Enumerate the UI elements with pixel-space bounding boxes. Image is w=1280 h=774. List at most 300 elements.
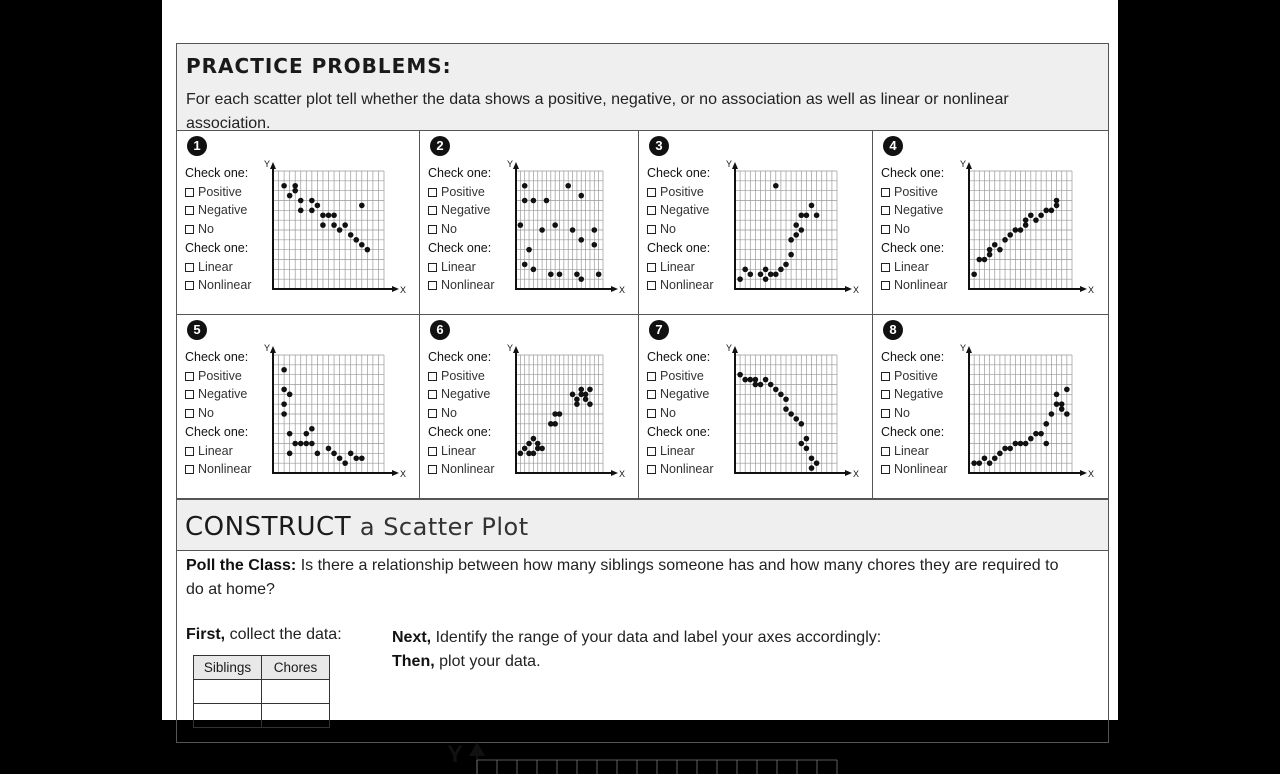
siblings-cell[interactable] bbox=[194, 704, 262, 728]
data-point bbox=[742, 267, 748, 273]
data-point bbox=[773, 271, 779, 277]
data-point bbox=[281, 401, 287, 407]
checkbox-icon[interactable] bbox=[185, 206, 194, 215]
data-point bbox=[758, 382, 764, 388]
checkbox-icon[interactable] bbox=[881, 188, 890, 197]
data-point bbox=[348, 451, 354, 457]
answer-checkboxes bbox=[185, 164, 252, 295]
x-axis-label: X bbox=[1088, 469, 1095, 479]
data-point bbox=[778, 267, 784, 273]
option-positive[interactable] bbox=[647, 183, 714, 202]
problem-number-badge: 1 bbox=[187, 136, 207, 156]
data-point bbox=[1054, 198, 1060, 204]
option-positive[interactable] bbox=[185, 183, 252, 202]
data-point bbox=[778, 392, 784, 398]
checkbox-icon[interactable] bbox=[647, 225, 656, 234]
option-no[interactable] bbox=[185, 404, 252, 423]
data-point bbox=[552, 222, 558, 228]
checkbox-icon[interactable] bbox=[881, 263, 890, 272]
data-point bbox=[987, 460, 993, 466]
problem-7 bbox=[639, 315, 873, 499]
data-point bbox=[552, 421, 558, 427]
data-point bbox=[1028, 436, 1034, 442]
checkbox-icon[interactable] bbox=[881, 206, 890, 215]
y-axis-label: Y bbox=[264, 159, 271, 169]
data-point bbox=[1002, 446, 1008, 452]
option-no[interactable] bbox=[185, 220, 252, 239]
option-label: Positive bbox=[441, 368, 485, 383]
data-point bbox=[763, 377, 769, 383]
data-point bbox=[592, 227, 598, 233]
data-point bbox=[1059, 406, 1065, 412]
option-no[interactable] bbox=[428, 404, 495, 423]
option-negative[interactable] bbox=[881, 385, 948, 404]
data-point bbox=[809, 455, 815, 461]
check-one-heading: Check one: bbox=[185, 240, 249, 255]
data-point bbox=[315, 451, 321, 457]
data-point bbox=[1059, 401, 1065, 407]
checkbox-icon[interactable] bbox=[428, 465, 437, 474]
data-point bbox=[287, 193, 293, 199]
y-axis-label: Y bbox=[507, 343, 514, 353]
option-nonlinear[interactable] bbox=[881, 460, 948, 479]
option-label: Positive bbox=[660, 368, 704, 383]
x-axis-label: X bbox=[853, 469, 860, 479]
option-positive[interactable] bbox=[881, 367, 948, 386]
checkbox-icon[interactable] bbox=[647, 263, 656, 272]
then-lead: Then, bbox=[392, 653, 435, 670]
checkbox-icon[interactable] bbox=[881, 281, 890, 290]
option-label: Nonlinear bbox=[894, 278, 948, 293]
data-point bbox=[793, 232, 799, 238]
data-point bbox=[587, 387, 593, 393]
option-label: Negative bbox=[894, 387, 944, 402]
data-point bbox=[359, 455, 365, 461]
data-point bbox=[742, 377, 748, 383]
data-point bbox=[809, 203, 815, 209]
x-axis-label: X bbox=[400, 469, 407, 479]
option-linear[interactable] bbox=[428, 442, 495, 461]
option-negative[interactable] bbox=[185, 201, 252, 220]
data-point bbox=[304, 431, 310, 437]
data-point bbox=[531, 198, 537, 204]
checkbox-icon[interactable] bbox=[185, 447, 194, 456]
option-nonlinear[interactable] bbox=[185, 460, 252, 479]
next-steps bbox=[392, 626, 881, 674]
checkbox-icon[interactable] bbox=[185, 188, 194, 197]
data-point bbox=[737, 372, 743, 378]
checkbox-icon[interactable] bbox=[428, 188, 437, 197]
option-label: No bbox=[441, 222, 457, 237]
option-no[interactable] bbox=[881, 404, 948, 423]
data-point bbox=[982, 257, 988, 263]
scatter-plot bbox=[504, 339, 631, 487]
answer-checkboxes bbox=[428, 348, 495, 479]
x-axis-label: X bbox=[1088, 285, 1095, 295]
option-label: Linear bbox=[198, 443, 233, 458]
checkbox-icon[interactable] bbox=[185, 281, 194, 290]
data-point bbox=[992, 455, 998, 461]
construct-title bbox=[185, 512, 529, 542]
data-point bbox=[292, 441, 298, 447]
y-axis-label: Y bbox=[960, 343, 967, 353]
checkbox-icon[interactable] bbox=[428, 409, 437, 418]
checkbox-icon[interactable] bbox=[428, 263, 437, 272]
data-point bbox=[1013, 227, 1019, 233]
option-label: Nonlinear bbox=[441, 278, 495, 293]
option-positive[interactable] bbox=[647, 367, 714, 386]
practice-header bbox=[177, 44, 1108, 131]
option-no[interactable] bbox=[881, 220, 948, 239]
checkbox-icon[interactable] bbox=[185, 465, 194, 474]
first-lead: First, bbox=[186, 626, 226, 643]
data-point bbox=[365, 247, 371, 253]
option-label: No bbox=[441, 406, 457, 421]
data-point bbox=[783, 406, 789, 412]
check-one-heading: Check one: bbox=[428, 350, 492, 364]
data-point bbox=[359, 242, 365, 248]
data-point bbox=[331, 222, 337, 228]
option-label: Linear bbox=[660, 443, 695, 458]
checkbox-icon[interactable] bbox=[185, 409, 194, 418]
poll-lead: Poll the Class: bbox=[186, 557, 297, 574]
data-point bbox=[1007, 446, 1013, 452]
option-label: Negative bbox=[198, 203, 248, 218]
scatter-plot bbox=[723, 155, 865, 303]
checkbox-icon[interactable] bbox=[881, 465, 890, 474]
data-point bbox=[578, 387, 584, 393]
data-point bbox=[574, 396, 580, 402]
data-point bbox=[526, 247, 532, 253]
first-step bbox=[186, 626, 342, 644]
data-point bbox=[814, 460, 820, 466]
data-point bbox=[337, 227, 343, 233]
data-point bbox=[737, 276, 743, 282]
check-one-heading: Check one: bbox=[881, 240, 945, 255]
checkbox-icon[interactable] bbox=[185, 263, 194, 272]
option-linear[interactable] bbox=[185, 442, 252, 461]
option-nonlinear[interactable] bbox=[185, 276, 252, 295]
data-point bbox=[753, 377, 759, 383]
option-label: Negative bbox=[660, 203, 710, 218]
data-point bbox=[539, 227, 545, 233]
data-point bbox=[997, 451, 1003, 457]
y-arrow-icon bbox=[513, 346, 519, 353]
checkbox-icon[interactable] bbox=[428, 372, 437, 381]
data-point bbox=[281, 387, 287, 393]
data-point bbox=[1043, 208, 1049, 214]
data-point bbox=[281, 367, 287, 373]
data-point bbox=[298, 198, 304, 204]
scatter-plot bbox=[723, 339, 865, 487]
data-point bbox=[337, 455, 343, 461]
checkbox-icon[interactable] bbox=[647, 465, 656, 474]
data-point bbox=[814, 212, 820, 218]
check-one-heading: Check one: bbox=[881, 166, 945, 180]
checkbox-icon[interactable] bbox=[647, 390, 656, 399]
option-label: Nonlinear bbox=[198, 278, 252, 293]
option-label: Linear bbox=[441, 259, 476, 274]
option-label: No bbox=[198, 222, 214, 237]
scatter-plot bbox=[504, 155, 631, 303]
checkbox-icon[interactable] bbox=[185, 372, 194, 381]
problem-1 bbox=[177, 131, 420, 315]
data-table-header-row bbox=[194, 656, 330, 680]
x-axis-label: X bbox=[619, 285, 626, 295]
checkbox-icon[interactable] bbox=[647, 281, 656, 290]
option-label: Positive bbox=[198, 184, 242, 199]
answer-checkboxes bbox=[881, 348, 948, 479]
data-point bbox=[287, 392, 293, 398]
option-label: No bbox=[198, 406, 214, 421]
checkbox-icon[interactable] bbox=[428, 390, 437, 399]
data-point bbox=[522, 446, 528, 452]
data-point bbox=[1064, 387, 1070, 393]
checkbox-icon[interactable] bbox=[881, 225, 890, 234]
option-label: Positive bbox=[441, 184, 485, 199]
y-arrow-icon bbox=[966, 162, 972, 169]
data-point bbox=[287, 431, 293, 437]
checkbox-icon[interactable] bbox=[647, 447, 656, 456]
checkbox-icon[interactable] bbox=[647, 409, 656, 418]
data-point bbox=[773, 183, 779, 189]
option-negative[interactable] bbox=[881, 201, 948, 220]
option-label: No bbox=[894, 222, 910, 237]
checkbox-icon[interactable] bbox=[428, 281, 437, 290]
data-point bbox=[292, 183, 298, 189]
x-arrow-icon bbox=[1080, 286, 1087, 292]
data-point bbox=[1023, 222, 1029, 228]
data-point bbox=[971, 460, 977, 466]
option-positive[interactable] bbox=[185, 367, 252, 386]
data-point bbox=[1043, 441, 1049, 447]
option-positive[interactable] bbox=[881, 183, 948, 202]
x-arrow-icon bbox=[1080, 470, 1087, 476]
problem-number-badge: 5 bbox=[187, 320, 207, 340]
option-no[interactable] bbox=[428, 220, 495, 239]
data-point bbox=[799, 441, 805, 447]
data-point bbox=[326, 212, 332, 218]
check-one-heading: Check one: bbox=[428, 240, 492, 255]
siblings-cell[interactable] bbox=[194, 680, 262, 704]
option-label: Nonlinear bbox=[441, 462, 495, 477]
checkbox-icon[interactable] bbox=[647, 206, 656, 215]
data-point bbox=[763, 267, 769, 273]
check-one-heading: Check one: bbox=[185, 166, 249, 180]
data-point bbox=[1033, 217, 1039, 223]
option-nonlinear[interactable] bbox=[428, 460, 495, 479]
y-arrow-icon bbox=[732, 346, 738, 353]
checkbox-icon[interactable] bbox=[428, 206, 437, 215]
data-point bbox=[315, 203, 321, 209]
option-label: No bbox=[894, 406, 910, 421]
y-arrow-icon bbox=[270, 162, 276, 169]
data-point bbox=[783, 262, 789, 268]
data-point bbox=[281, 411, 287, 417]
data-table-row bbox=[194, 680, 330, 704]
data-point bbox=[768, 382, 774, 388]
option-negative[interactable] bbox=[428, 385, 495, 404]
data-point bbox=[518, 451, 524, 457]
data-table-row bbox=[194, 704, 330, 728]
option-label: Nonlinear bbox=[894, 462, 948, 477]
data-point bbox=[773, 387, 779, 393]
data-point bbox=[793, 222, 799, 228]
option-linear[interactable] bbox=[881, 258, 948, 277]
scatter-plot bbox=[957, 339, 1100, 487]
data-point bbox=[1049, 411, 1055, 417]
data-point bbox=[1013, 441, 1019, 447]
data-point bbox=[522, 183, 528, 189]
checkbox-icon[interactable] bbox=[881, 409, 890, 418]
option-negative[interactable] bbox=[185, 385, 252, 404]
option-nonlinear[interactable] bbox=[428, 276, 495, 295]
data-point bbox=[1049, 208, 1055, 214]
data-point bbox=[748, 271, 754, 277]
data-point bbox=[331, 212, 337, 218]
data-point bbox=[342, 460, 348, 466]
option-label: Nonlinear bbox=[198, 462, 252, 477]
option-nonlinear[interactable] bbox=[881, 276, 948, 295]
option-label: Linear bbox=[894, 443, 929, 458]
problem-number-badge: 8 bbox=[883, 320, 903, 340]
checkbox-icon[interactable] bbox=[428, 447, 437, 456]
data-point bbox=[987, 247, 993, 253]
option-label: Negative bbox=[198, 387, 248, 402]
problem-number-badge: 6 bbox=[430, 320, 450, 340]
x-arrow-icon bbox=[845, 470, 852, 476]
data-point bbox=[788, 411, 794, 417]
checkbox-icon[interactable] bbox=[185, 390, 194, 399]
checkbox-icon[interactable] bbox=[647, 372, 656, 381]
x-arrow-icon bbox=[611, 470, 618, 476]
x-axis-label: X bbox=[853, 285, 860, 295]
option-negative[interactable] bbox=[647, 201, 714, 220]
check-one-heading: Check one: bbox=[647, 166, 711, 180]
data-point bbox=[977, 257, 983, 263]
data-point bbox=[353, 237, 359, 243]
data-table bbox=[193, 655, 330, 728]
y-axis-label: Y bbox=[507, 159, 514, 169]
option-linear[interactable] bbox=[428, 258, 495, 277]
data-point bbox=[1038, 212, 1044, 218]
problem-number-badge: 3 bbox=[649, 136, 669, 156]
option-positive[interactable] bbox=[428, 367, 495, 386]
data-point bbox=[309, 426, 315, 432]
checkbox-icon[interactable] bbox=[881, 390, 890, 399]
data-point bbox=[1023, 217, 1029, 223]
data-point bbox=[292, 188, 298, 194]
data-point bbox=[788, 252, 794, 258]
x-axis-label: X bbox=[619, 469, 626, 479]
check-one-heading: Check one: bbox=[647, 424, 711, 439]
checkbox-icon[interactable] bbox=[881, 372, 890, 381]
checkbox-icon[interactable] bbox=[428, 225, 437, 234]
construct-title-rest: a Scatter Plot bbox=[359, 513, 529, 541]
x-axis-label: X bbox=[400, 285, 407, 295]
siblings-header: Siblings bbox=[194, 656, 262, 680]
poll-question bbox=[186, 554, 1066, 602]
scatter-plot bbox=[261, 155, 412, 303]
blank-scatter-graph bbox=[447, 734, 867, 774]
chores-cell[interactable] bbox=[262, 704, 330, 728]
check-one-heading: Check one: bbox=[881, 350, 945, 364]
practice-title: PRACTICE PROBLEMS: bbox=[186, 54, 452, 78]
data-point bbox=[281, 183, 287, 189]
data-point bbox=[804, 436, 810, 442]
y-arrow-icon bbox=[966, 346, 972, 353]
option-label: Linear bbox=[198, 259, 233, 274]
problem-6 bbox=[420, 315, 639, 499]
problem-number-badge: 7 bbox=[649, 320, 669, 340]
checkbox-icon[interactable] bbox=[881, 447, 890, 456]
y-arrow-icon bbox=[270, 346, 276, 353]
x-arrow-icon bbox=[392, 286, 399, 292]
option-linear[interactable] bbox=[185, 258, 252, 277]
x-arrow-icon bbox=[611, 286, 618, 292]
option-no[interactable] bbox=[647, 404, 714, 423]
checkbox-icon[interactable] bbox=[647, 188, 656, 197]
data-point bbox=[1018, 227, 1024, 233]
chores-cell[interactable] bbox=[262, 680, 330, 704]
data-point bbox=[788, 237, 794, 243]
data-point bbox=[1054, 401, 1060, 407]
y-axis-label: Y bbox=[960, 159, 967, 169]
data-point bbox=[1033, 431, 1039, 437]
data-point bbox=[287, 451, 293, 457]
data-point bbox=[997, 247, 1003, 253]
option-linear[interactable] bbox=[647, 258, 714, 277]
option-negative[interactable] bbox=[428, 201, 495, 220]
option-nonlinear[interactable] bbox=[647, 276, 714, 295]
data-point bbox=[793, 416, 799, 422]
option-label: Positive bbox=[660, 184, 704, 199]
checkbox-icon[interactable] bbox=[185, 225, 194, 234]
option-negative[interactable] bbox=[647, 385, 714, 404]
option-linear[interactable] bbox=[647, 442, 714, 461]
data-point bbox=[348, 232, 354, 238]
data-point bbox=[783, 396, 789, 402]
data-point bbox=[1054, 203, 1060, 209]
answer-checkboxes bbox=[428, 164, 495, 295]
data-point bbox=[1038, 431, 1044, 437]
data-point bbox=[1002, 237, 1008, 243]
data-point bbox=[535, 441, 541, 447]
practice-instructions: For each scatter plot tell whether the data shows a positive, negative, or no association as well as linear or nonlinear association. bbox=[186, 91, 1009, 132]
option-label: No bbox=[660, 222, 676, 237]
next-lead: Next, bbox=[392, 629, 432, 646]
data-point bbox=[1023, 441, 1029, 447]
data-point bbox=[309, 198, 315, 204]
problem-4 bbox=[873, 131, 1108, 315]
data-point bbox=[748, 377, 754, 383]
option-positive[interactable] bbox=[428, 183, 495, 202]
problem-8 bbox=[873, 315, 1108, 499]
data-point bbox=[544, 198, 550, 204]
answer-checkboxes bbox=[647, 164, 714, 295]
data-point bbox=[522, 262, 528, 268]
option-nonlinear[interactable] bbox=[647, 460, 714, 479]
data-point bbox=[574, 271, 580, 277]
data-point bbox=[578, 276, 584, 282]
option-label: Positive bbox=[894, 184, 938, 199]
data-point bbox=[320, 222, 326, 228]
option-linear[interactable] bbox=[881, 442, 948, 461]
y-axis-label: Y bbox=[264, 343, 271, 353]
poll-text: Is there a relationship between how many siblings someone has and how many chores they are required to do at home? bbox=[186, 557, 1059, 598]
data-point bbox=[1054, 392, 1060, 398]
option-no[interactable] bbox=[647, 220, 714, 239]
